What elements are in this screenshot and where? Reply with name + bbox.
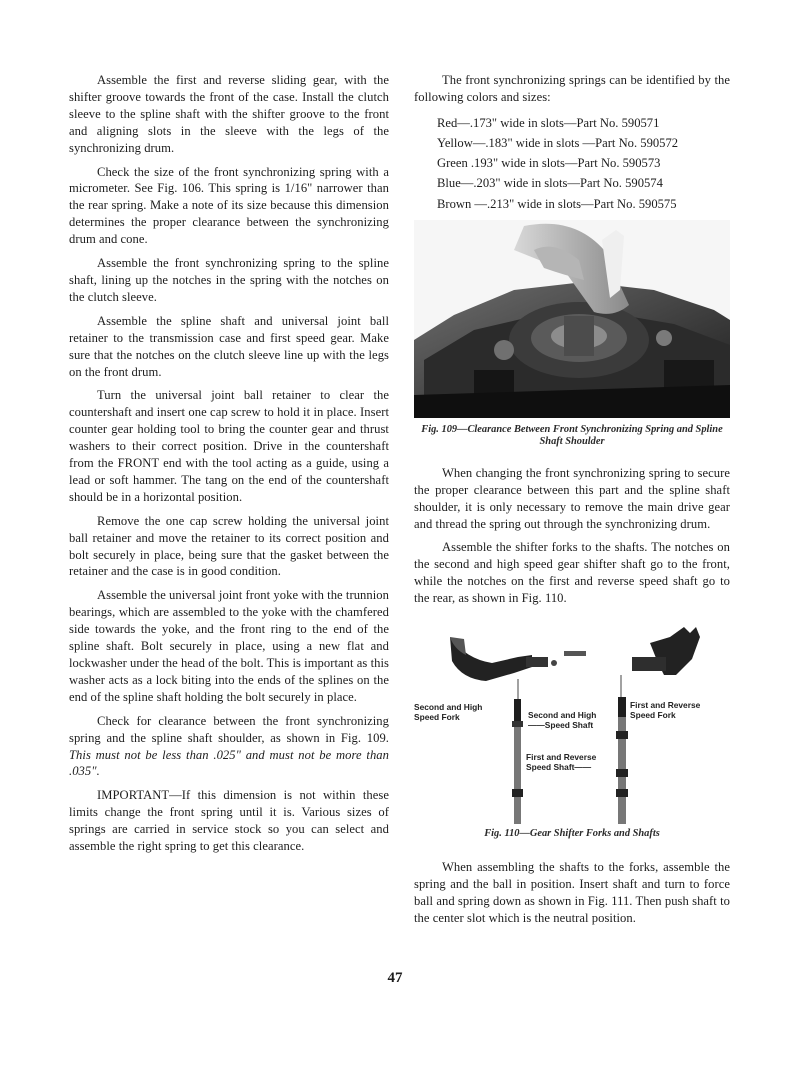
paragraph-assemble-front-yoke: Assemble the universal joint front yoke with the trunnion bearings, which are assembled to the yoke with the chamfered side towards the yoke, and the front ring to the end of the spline shaft. Bolt securely in place, using a new flat and lockwasher under the head of the bolt. This is important as this washer acts as a lock biting into the ends of the splines on the end of the spline shaft holding the bolt securely in place. xyxy=(69,588,389,704)
fig-110-diagram xyxy=(414,619,730,824)
right-column xyxy=(414,72,730,934)
fig-109-photo xyxy=(414,220,730,418)
spring-size-list xyxy=(437,113,730,214)
clearance-limits-text: This must not be less than .025" and must not be more than .035". xyxy=(69,747,389,779)
label-first-reverse-shaft: First and Reverse Speed Shaft—— xyxy=(526,752,597,772)
spring-row-yellow: Yellow—.183" wide in slots —Part No. 590572 xyxy=(437,136,679,151)
paragraph-important-note: IMPORTANT—If this dimension is not within these limits change the front spring until it is. Various sizes of springs are carried in service stock so you can select and assemble the right spring to get this clearance. xyxy=(69,788,389,854)
paragraph-check-spring-size: Check the size of the front synchronizing spring with a micrometer. See Fig. 106. This spring is 1/16" narrower than the rear spring. Make a note of its size because this dimension determines the proper clearance between the synchronizing drum and cone. xyxy=(69,164,389,247)
spring-row-green: Green .193" wide in slots—Part No. 590573 xyxy=(437,156,661,171)
paragraph-assemble-spline-shaft: Assemble the spline shaft and universal joint ball retainer to the transmission case and first speed gear. Make sure that the notches on the clutch sleeve line up with the legs on the front drum. xyxy=(69,313,389,379)
left-column xyxy=(69,72,389,862)
page-number: 47 xyxy=(387,970,403,986)
paragraph-spring-identification: The front synchronizing springs can be identified by the following colors and sizes: xyxy=(414,73,730,104)
paragraph-check-clearance xyxy=(69,713,389,781)
label-first-reverse-fork: First and Reverse Speed Fork xyxy=(630,700,701,720)
paragraph-changing-spring: When changing the front synchronizing spring to secure the proper clearance between this part and the spline shaft shoulder, it is only necessary to remove the main drive gear and thread the spring out through the synchronizing drum. xyxy=(414,465,730,531)
paragraph-assemble-sliding-gear: Assemble the first and reverse sliding gear, with the shifter groove towards the front of the case. Install the clutch sleeve to the spline shaft with the shifter groove to the front and aligning slots in the sleeve with the legs of the synchronizing drum. xyxy=(69,73,389,155)
fig-110-caption: Fig. 110—Gear Shifter Forks and Shafts xyxy=(484,828,660,840)
fig-109-caption: Fig. 109—Clearance Between Front Synchronizing Spring and Spline Shaft Shoulder xyxy=(421,423,723,448)
paragraph-remove-cap-screw: Remove the one cap screw holding the universal joint ball retainer and move the retainer to its correct position and bolt securely in place, being sure that the gasket between the retainer and the case is in good condition. xyxy=(69,513,389,579)
spring-row-blue: Blue—.203" wide in slots—Part No. 590574 xyxy=(437,176,663,191)
spring-row-brown: Brown —.213" wide in slots—Part No. 590575 xyxy=(437,196,677,211)
label-second-high-fork: Second and High Speed Fork xyxy=(414,702,483,722)
paragraph-assemble-front-spring: Assemble the front synchronizing spring to the spline shaft, lining up the notches in the spring with the notches on the clutch sleeve. xyxy=(69,256,389,304)
label-second-high-shaft: Second and High ——Speed Shaft xyxy=(528,710,597,730)
spring-row-red: Red—.173" wide in slots—Part No. 590571 xyxy=(437,115,660,130)
transmission-photo-illustration xyxy=(414,220,730,418)
paragraph-turn-ball-retainer: Turn the universal joint ball retainer to clear the countershaft and insert one cap screw to hold it in place. Insert counter gear holding tool to bring the counter gear and thrust washers to their correct position. Drive in the countershaft from the FRONT end with the tool acting as a guide, using a lead or soft hammer. The tang on the end of the countershaft should be in a horizontal position. xyxy=(69,388,389,504)
clearance-text: Check for clearance between the front synchronizing spring and the spline shaft shoulder, as shown in Fig. 109. xyxy=(69,713,389,745)
paragraph-assembling-shafts: When assembling the shafts to the forks, assemble the spring and the ball in position. Insert shaft and turn to force ball and spring down as shown in Fig. 111. Then push shaft to the center slot which is the neutral position. xyxy=(414,860,730,925)
paragraph-assemble-shifter-forks: Assemble the shifter forks to the shafts. The notches on the second and high speed gear shifter shaft go to the front, while the notches on the first and reverse speed shaft go to the rear, as shown in Fig. 110. xyxy=(414,540,730,606)
